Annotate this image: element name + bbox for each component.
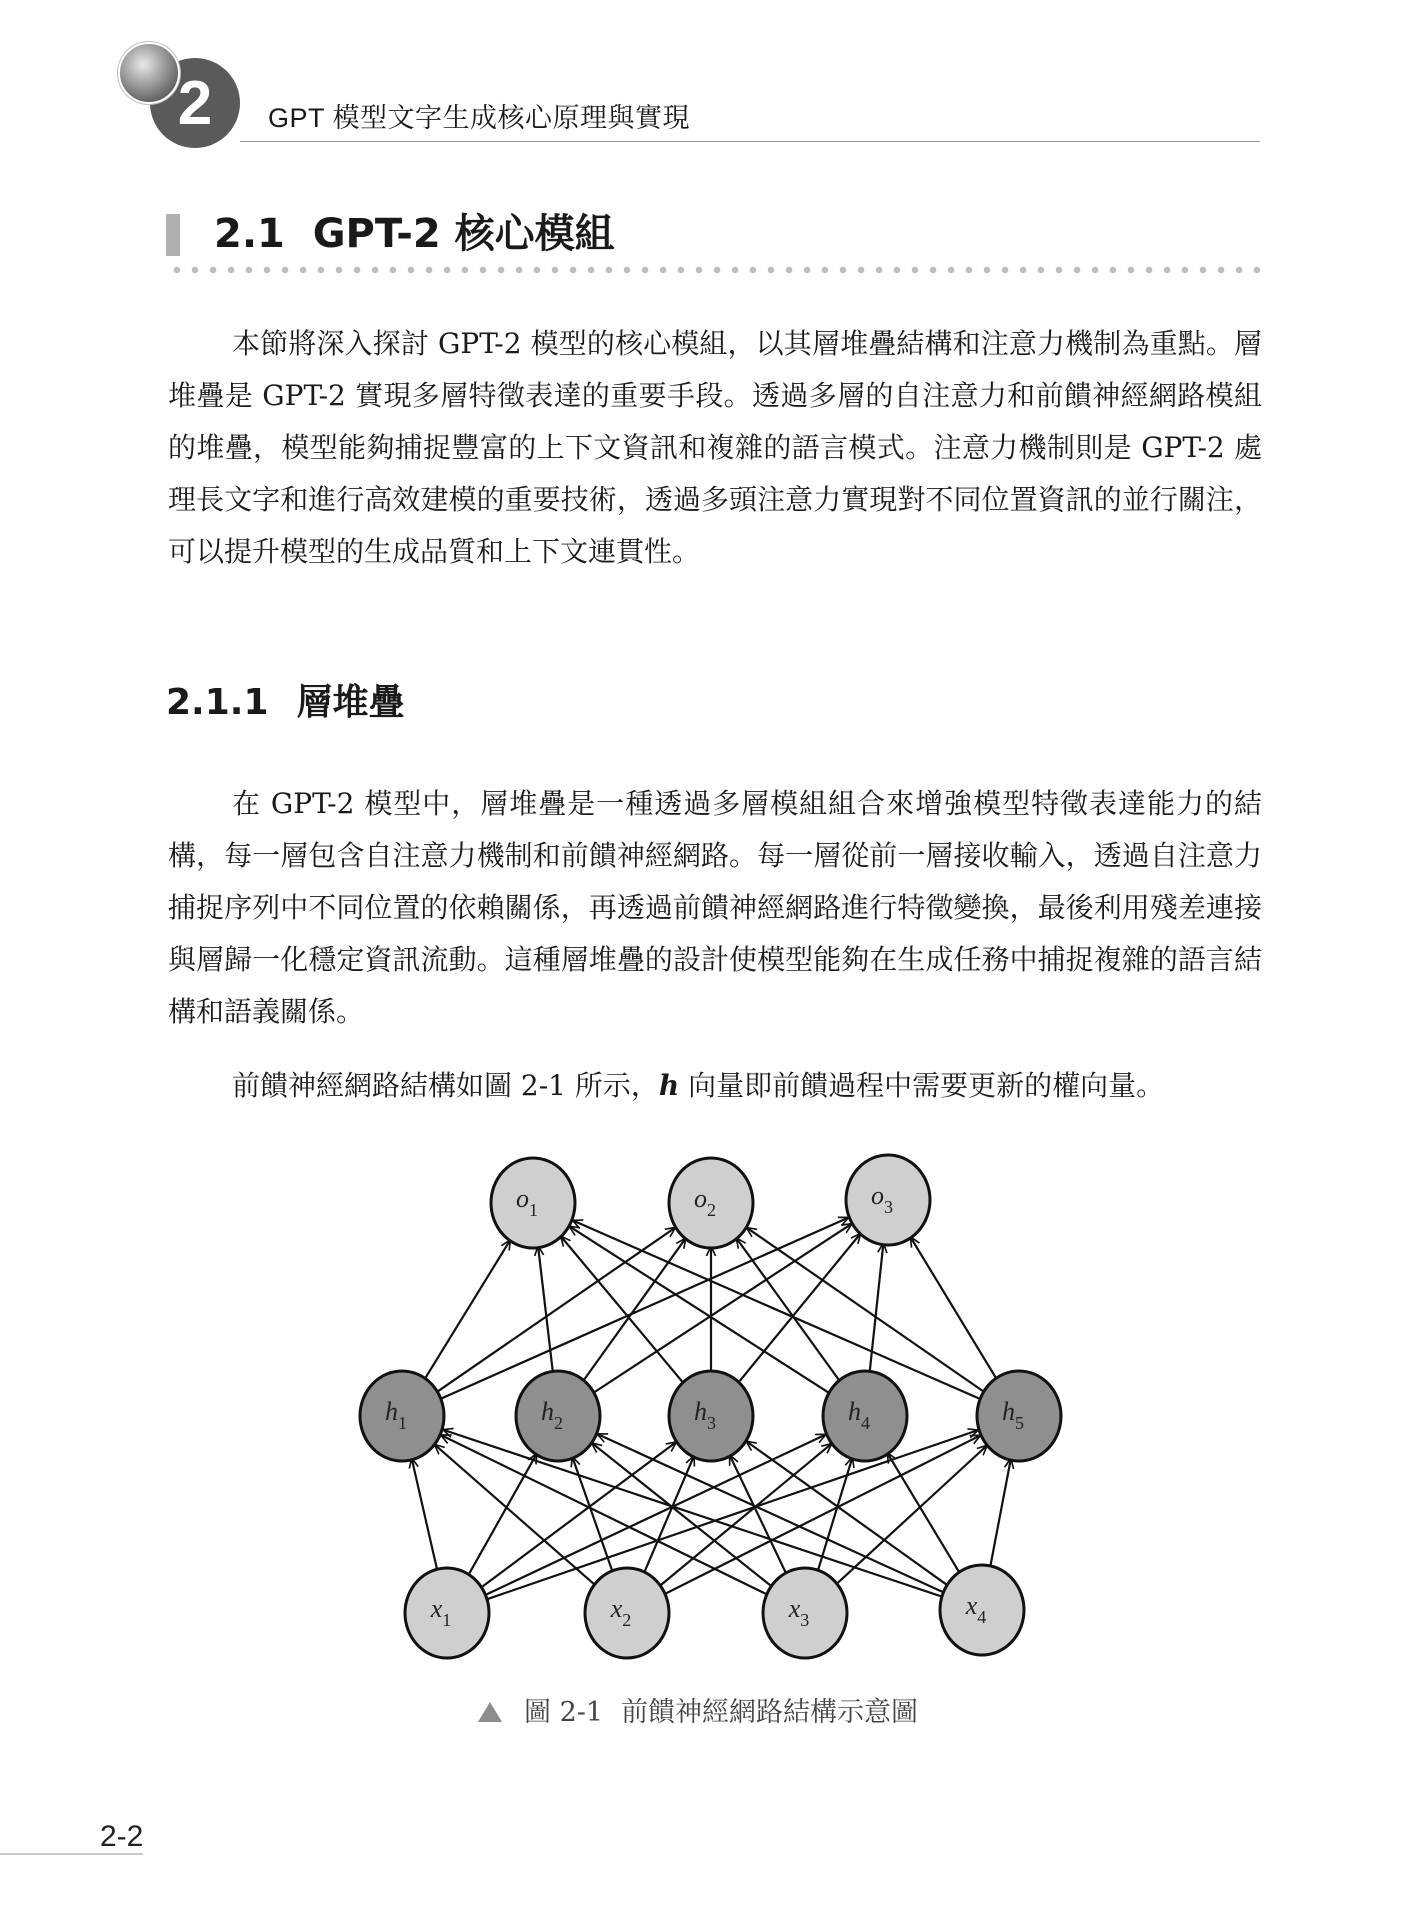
input-node-x1: [405, 1568, 489, 1658]
figure-caption: [478, 1690, 918, 1729]
figure-number: 圖 2-1: [524, 1697, 604, 1728]
connection-arrow: [887, 1453, 960, 1574]
subsection-title: 層堆疊: [296, 682, 405, 723]
connection-arrow: [990, 1458, 1011, 1569]
connection-arrow: [583, 1238, 686, 1382]
running-header-title: GPT 模型文字生成核心原理與實現: [268, 103, 691, 133]
figure-caption-text: 前饋神經網路結構示意圖: [621, 1697, 919, 1728]
connection-arrow: [593, 1224, 852, 1393]
input-node-x4: [940, 1565, 1024, 1655]
h-vector-symbol: h: [658, 1069, 680, 1102]
svg-text:h5: $h_5$: [1002, 1397, 1024, 1433]
svg-text:o3: $o_3$: [871, 1181, 893, 1217]
connection-arrow: [736, 1238, 840, 1382]
svg-text:o2: $o_2$: [694, 1184, 716, 1220]
input-node-x3: [763, 1568, 847, 1658]
network-svg: [350, 1150, 1070, 1670]
footer-divider: [0, 1853, 143, 1855]
chapter-photo-icon: [118, 42, 180, 104]
subsection-heading: [166, 680, 405, 726]
layer-stack-paragraph: [168, 778, 1262, 1038]
connection-arrow: [746, 1227, 984, 1392]
connection-arrow: [561, 1236, 684, 1384]
section-marker-bar: [166, 214, 180, 256]
header-divider: [240, 141, 1260, 142]
section-title: 2.1 GPT-2 核心模組: [214, 211, 615, 257]
svg-text:x3: $x_3$: [788, 1594, 810, 1630]
hidden-node-h5: [977, 1371, 1061, 1461]
svg-text:h3: $h_3$: [694, 1397, 716, 1433]
figure-reference-paragraph: [168, 1060, 1262, 1112]
connection-arrow: [910, 1237, 997, 1380]
svg-text:h2: $h_2$: [541, 1397, 563, 1433]
page-number: 2-2: [100, 1820, 144, 1853]
connection-arrow: [836, 1445, 987, 1584]
output-node-o1: [491, 1158, 575, 1248]
connection-arrow: [412, 1458, 438, 1572]
svg-text:x2: $x_2$: [610, 1594, 632, 1630]
svg-text:h4: $h_4$: [848, 1397, 870, 1433]
connection-arrow: [468, 1453, 537, 1576]
ref-text-before: 前饋神經網路結構如圖 2-1 所示，: [232, 1069, 659, 1102]
svg-text:o1: $o_1$: [516, 1184, 538, 1220]
hidden-node-h1: [360, 1371, 444, 1461]
connection-arrow: [434, 1444, 595, 1585]
intro-text: 本節將深入探討 GPT-2 模型的核心模組，以其層堆疊結構和注意力機制為重點。層堆疊是 GPT-2 實現多層特徵表達的重要手段。透過多層的自注意力和前饋神經網路模組的堆疊，模型能夠捕捉豐富的上下文資訊和複雜的語言模式。注意力機制則是 GPT-2 處理長文字和進行高效建模的重要技術，透過多頭注意力實現對不同位置資訊的並行關注，可以提升模型的生成品質和上下文連貫性。: [168, 327, 1262, 568]
hidden-node-h4: [823, 1371, 907, 1461]
layer-stack-text: 在 GPT-2 模型中，層堆疊是一種透過多層模組組合來增強模型特徵表達能力的結構，每一層包含自注意力機制和前饋神經網路。每一層從前一層接收輸入，透過自注意力捕捉序列中不同位置的依賴關係，再透過前饋神經網路進行特徵變換，最後利用殘差連接與層歸一化穩定資訊流動。這種層堆疊的設計使模型能夠在生成任務中捕捉複雜的語言結構和語義關係。: [168, 787, 1262, 1028]
connection-arrow: [569, 1226, 829, 1393]
svg-text:x4: $x_4$: [965, 1591, 987, 1627]
svg-text:x1: $x_1$: [430, 1594, 452, 1630]
hidden-node-h2: [516, 1371, 600, 1461]
intro-paragraph: [168, 318, 1262, 578]
figure-reference-text: [168, 1060, 1262, 1112]
svg-text:h1: $h_1$: [385, 1397, 407, 1433]
chapter-number: 2: [177, 69, 213, 138]
connection-arrow: [738, 1233, 861, 1383]
ref-text-after: 向量即前饋過程中需要更新的權向量。: [679, 1069, 1165, 1102]
connection-arrow: [424, 1240, 510, 1381]
subsection-number: 2.1.1: [166, 682, 269, 723]
output-node-o2: [669, 1158, 753, 1248]
hidden-node-h3: [669, 1371, 753, 1461]
network-nodes: [360, 1155, 1061, 1658]
dotted-divider: [168, 266, 1262, 274]
output-node-o3: [846, 1155, 930, 1245]
feedforward-network-diagram: [350, 1150, 1070, 1670]
connection-arrow: [643, 1456, 694, 1575]
caption-triangle-icon: [478, 1702, 502, 1722]
input-node-x2: [585, 1568, 669, 1658]
